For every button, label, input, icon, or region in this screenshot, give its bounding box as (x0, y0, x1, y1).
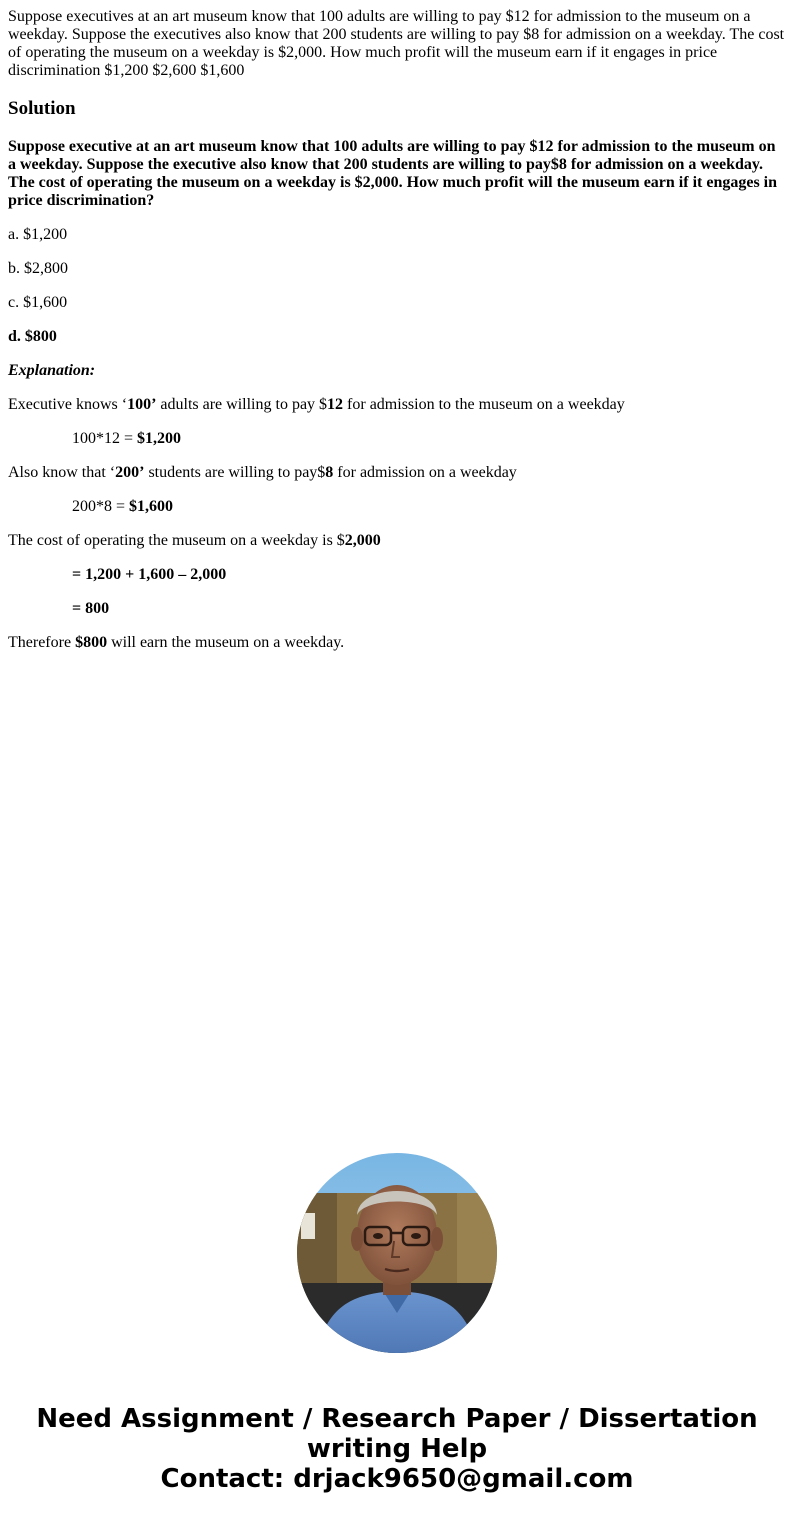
footer-contact (0, 1404, 794, 1494)
author-avatar (297, 1153, 497, 1353)
document-content (8, 8, 786, 668)
conclusion: Therefore $800 will earn the museum on a weekday. (8, 634, 345, 651)
calc-adults: 100*12 = $1,200 (72, 430, 182, 447)
explanation-line-adults: Executive knows ‘100’ adults are willing to pay $12 for admission to the museum on a weekday (8, 396, 625, 413)
calc-profit: = 1,200 + 1,600 – 2,000 (72, 566, 227, 583)
option-d-answer (8, 328, 786, 346)
calc-profit-result: = 800 (72, 600, 110, 617)
explanation-label: Explanation: (8, 362, 96, 379)
footer-line-2: writing Help (306, 1434, 488, 1464)
option-b: b. $2,800 (8, 260, 68, 277)
calc-students: 200*8 = $1,600 (72, 498, 174, 515)
footer-line-1: Need Assignment / Research Paper / Dissertation (36, 1404, 758, 1434)
footer-contact-email: Contact: drjack9650@gmail.com (160, 1464, 634, 1494)
explanation-line-cost: The cost of operating the museum on a weekday is $2,000 (8, 532, 381, 549)
correct-answer: d. $800 (8, 328, 57, 345)
option-a: a. $1,200 (8, 226, 68, 243)
restated-question: Suppose executive at an art museum know that 100 adults are willing to pay $12 for admission to the museum on a weekday. Suppose the executive also know that 200 students are willing to pay$8 for admission on a weekday. The cost of operating the museum on a weekday is $2,000. How much profit will the museum earn if it engages in price discrimination? (8, 138, 778, 209)
solution-heading: Solution (8, 98, 76, 119)
explanation-line-students: Also know that ‘200’ students are willing to pay$8 for admission on a weekday (8, 464, 517, 481)
option-c: c. $1,600 (8, 294, 68, 311)
question-text: Suppose executives at an art museum know that 100 adults are willing to pay $12 for admission to the museum on a weekday. Suppose the executives also know that 200 students are willing to pay $8 for admission on a weekday. The cost of operating the museum on a weekday is $2,000. How much profit will the museum earn if it engages in price discrimination $1,200 $2,600 $1,600 (8, 8, 785, 79)
